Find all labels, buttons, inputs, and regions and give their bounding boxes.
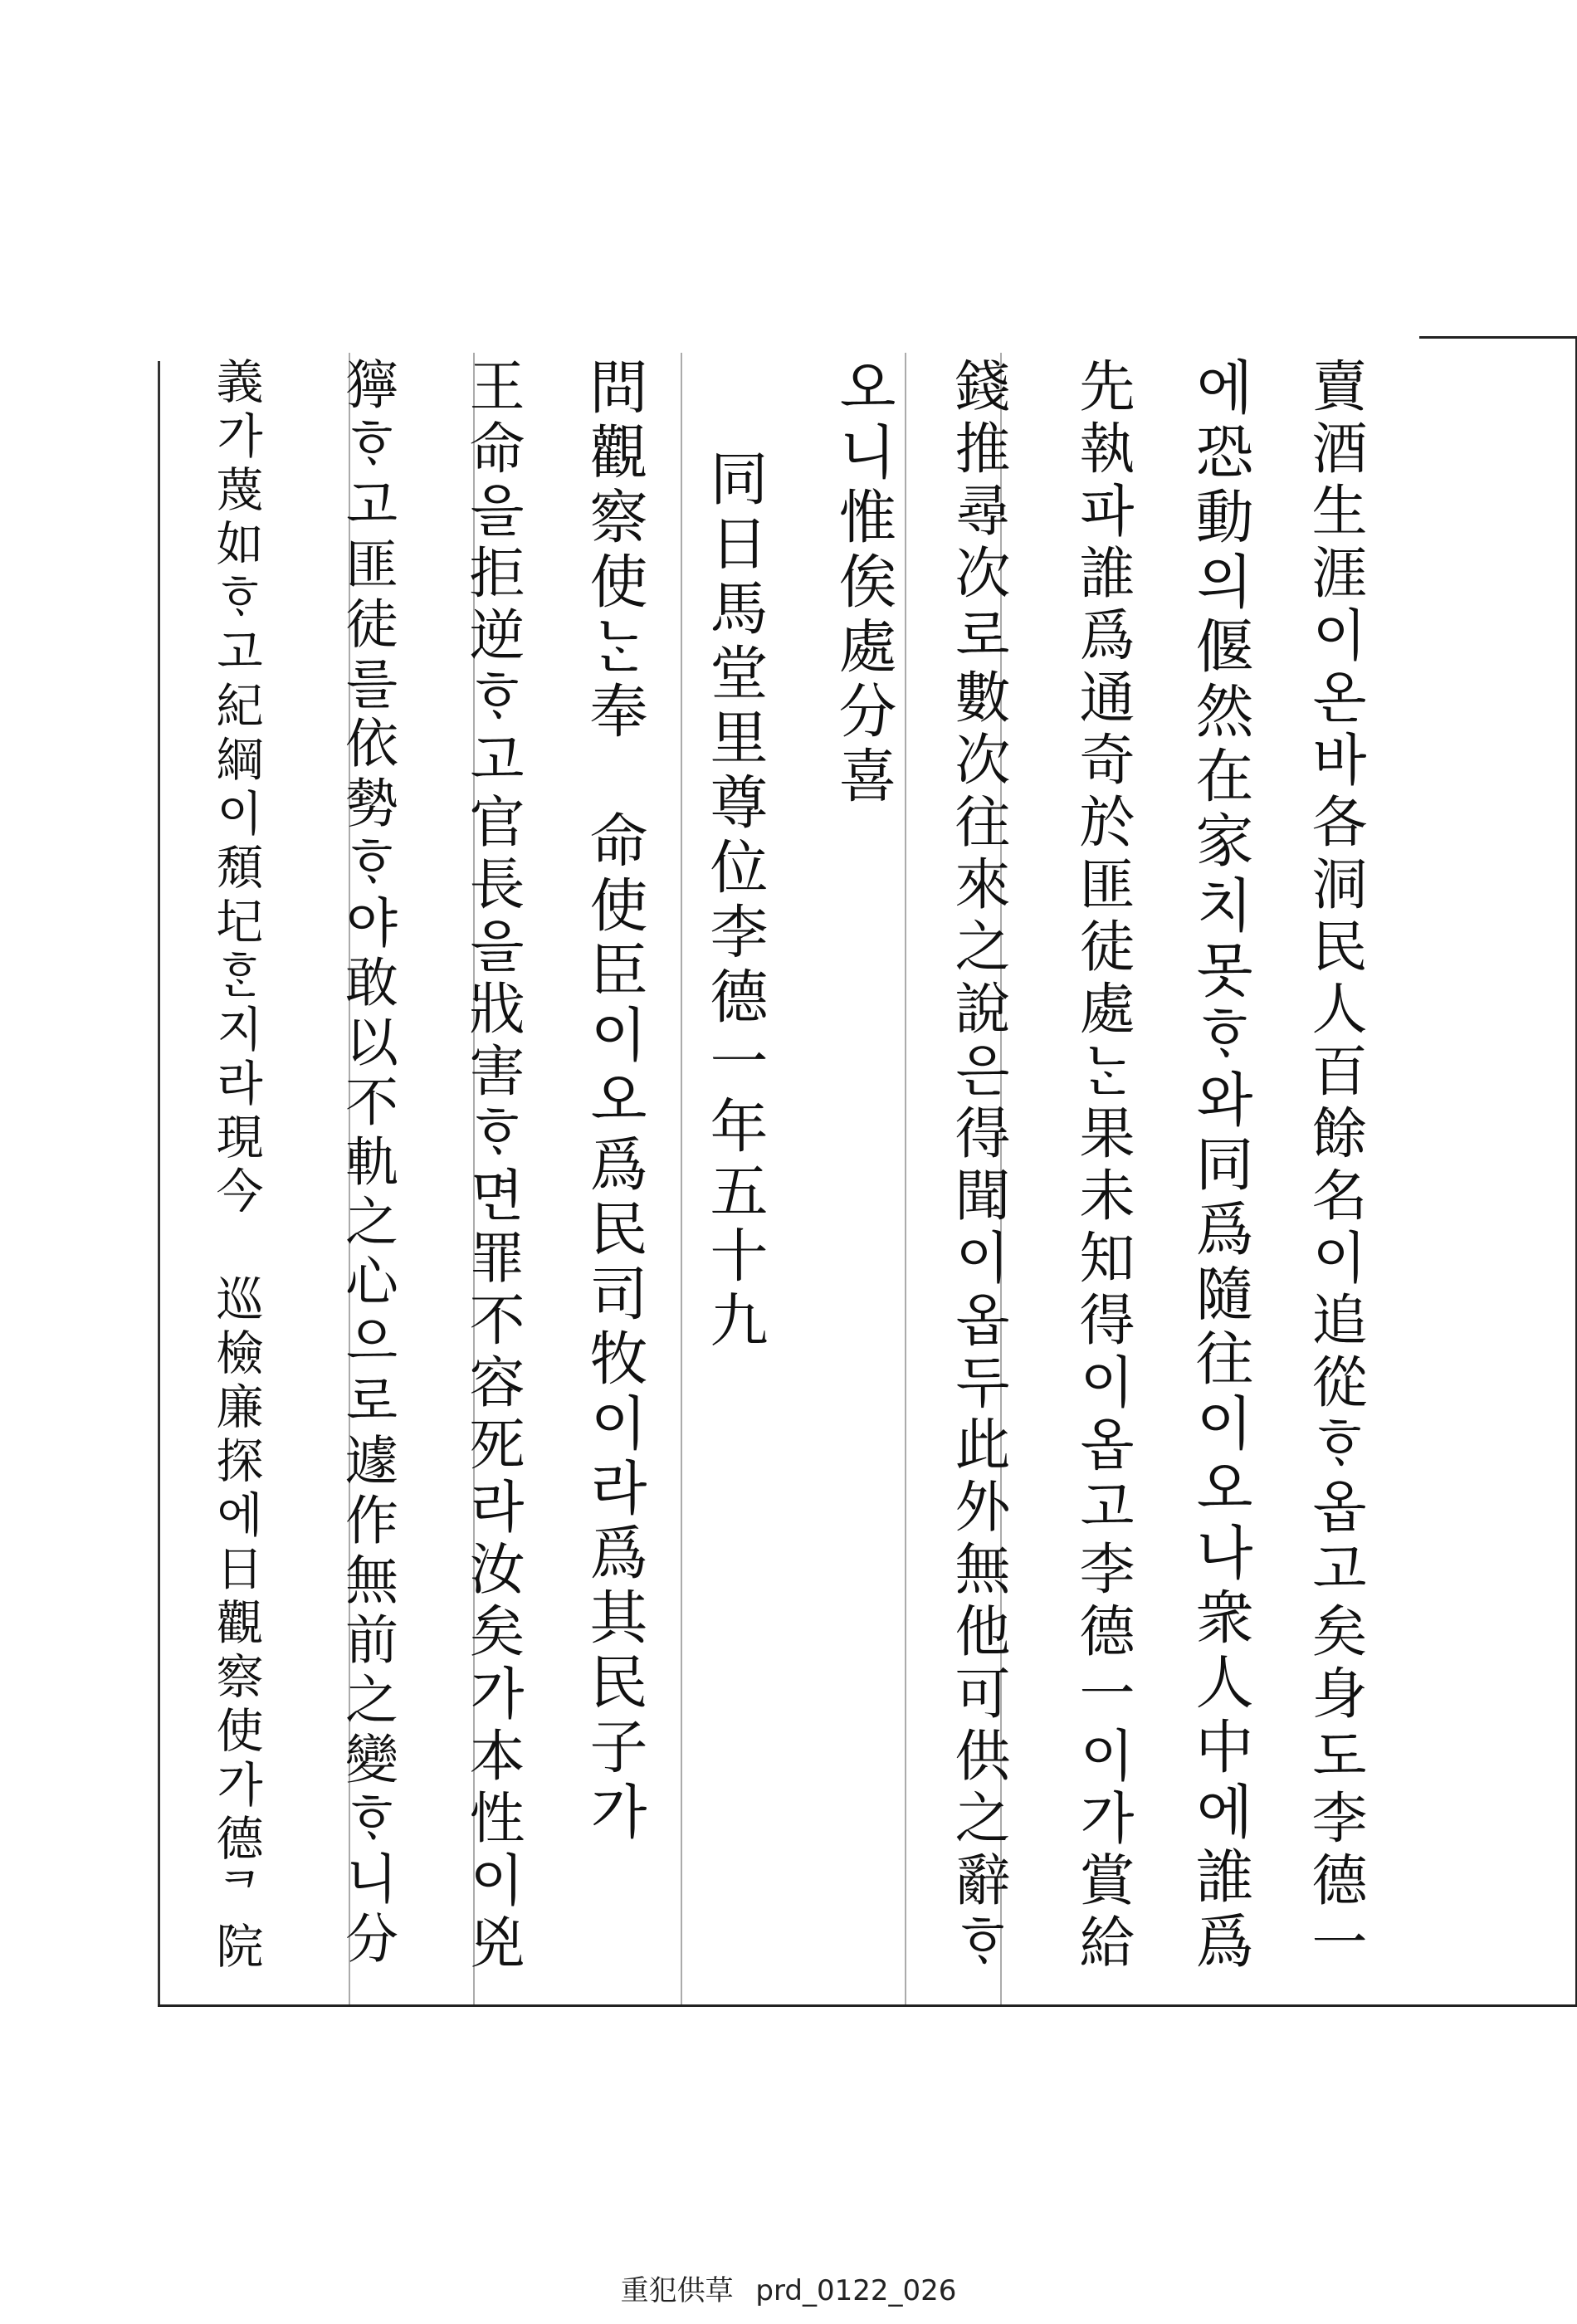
text-column-7: 問觀察使ᄂᆞᆫ奉 命使臣이오爲民司牧이라爲其民子가 <box>580 357 648 1846</box>
text-column-10: 義가蔑如ᄒᆞ고紀綱이頹圮ᄒᆞᆫ지라現今 巡檢廉探에日觀察使가德ᄏ院 <box>208 357 263 1975</box>
text-column-2: 에恐動의偃然在家치못ᄒᆞ와同爲隨往이오나衆人中에誰爲 <box>1186 357 1254 1975</box>
text-column-3: 先執파誰爲通奇於匪徒處ᄂᆞᆫ果未知得이옵고李德一이가賞給 <box>1071 357 1135 1975</box>
column-rule <box>681 353 682 2004</box>
footer-title: 重犯供草 <box>620 2274 734 2307</box>
frame-bottom-border <box>158 2004 1577 2007</box>
text-column-8: 王命을拒逆ᄒᆞ고官長을戕害ᄒᆞ면罪不容死라汝矣가本性이兇 <box>461 357 525 1975</box>
frame-top-border <box>1419 336 1577 339</box>
footer-code: prd_0122_026 <box>755 2274 957 2307</box>
text-column-1: 賣酒生涯이온바各洞民人百餘名이追從ᄒᆞ옵고矣身도李德一 <box>1303 357 1368 1975</box>
text-column-9: 獰ᄒᆞ고匪徒를依勢ᄒᆞ야敢以不軌之心으로遽作無前之變ᄒᆞ니分 <box>336 357 398 1970</box>
frame-left-border <box>158 361 160 2004</box>
page-footer <box>0 2268 1577 2308</box>
text-column-5: 오니惟俟處分喜 <box>829 357 897 810</box>
text-column-6: 同日馬堂里尊位李德一年五十九 <box>701 448 769 1355</box>
column-rule <box>905 353 906 2004</box>
text-column-4: 錢推尋次로數次往來之說은得聞이옵두此外無他可供之辭ᄒᆞ <box>946 357 1011 1975</box>
